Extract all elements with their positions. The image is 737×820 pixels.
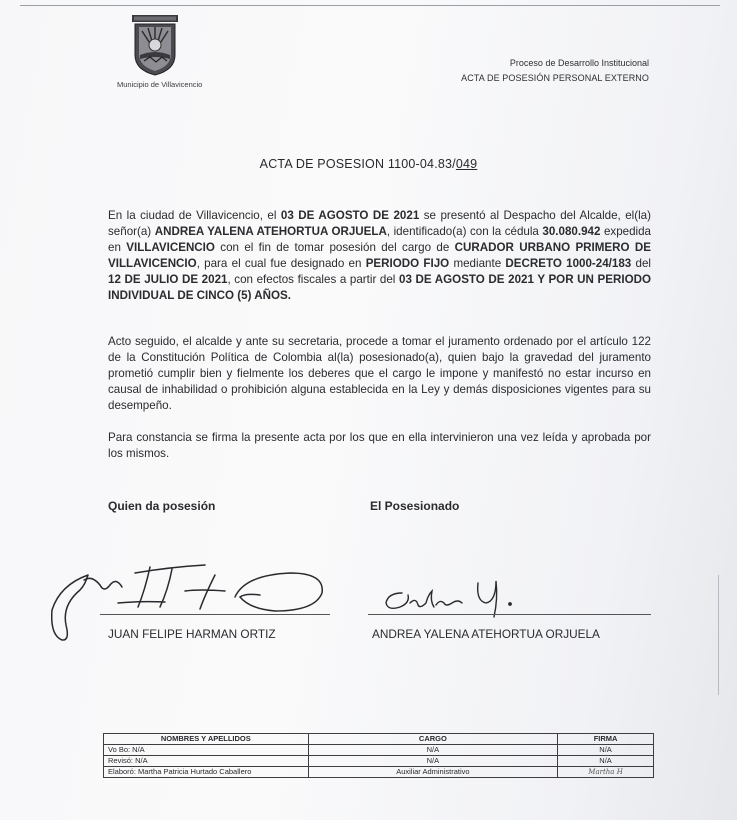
text-run: del: [631, 257, 651, 270]
table-header-row: [104, 734, 654, 745]
signature-line-left: [100, 614, 330, 615]
table-cell: Elaboró: Martha Patricia Hurtado Caballero: [104, 767, 309, 778]
document-title: [0, 157, 737, 171]
table-row: [104, 745, 654, 756]
text-run: , identificado(a) con la cédula: [386, 225, 543, 238]
top-edge-line: [20, 5, 720, 6]
table-cell: N/A: [558, 756, 654, 767]
text-run: , con efectos fiscales a partir del: [227, 273, 399, 286]
table-cell: Vo Bo: N/A: [104, 745, 309, 756]
signature-line-right: [368, 614, 651, 615]
process-name: Proceso de Desarrollo Institucional: [509, 58, 649, 68]
text-run: En la ciudad de Villavicencio, el: [108, 209, 281, 222]
text-run: , para el cual fue designado en: [196, 257, 366, 270]
table-cell: N/A: [558, 745, 654, 756]
header-signature: FIRMA: [558, 734, 654, 745]
bold-text-run: 30.080.942: [542, 225, 601, 238]
signature-right-icon: [386, 581, 511, 617]
handwritten-initials: Martha H: [558, 767, 654, 778]
bold-text-run: PERIODO FIJO: [365, 257, 450, 270]
table-cell: N/A: [308, 745, 558, 756]
bold-text-run: DECRETO 1000-24/183: [505, 257, 632, 270]
signatory-label-right: El Posesionado: [370, 499, 460, 513]
signatory-name-right: ANDREA YALENA ATEHORTUA ORJUELA: [372, 627, 600, 641]
header-position: CARGO: [308, 734, 558, 745]
text-run: expedida en: [108, 225, 652, 254]
header-names: NOMBRES Y APELLIDOS: [104, 734, 309, 745]
table-cell: Auxiliar Administrativo: [308, 767, 558, 778]
signatory-name-left: JUAN FELIPE HARMAN ORTIZ: [108, 627, 276, 641]
bold-text-run: 03 DE AGOSTO DE 2021 Y POR UN PERIODO INDIVIDUAL DE CINCO (5) AÑOS.: [108, 273, 651, 302]
document-type: ACTA DE POSESIÓN PERSONAL EXTERNO: [461, 73, 649, 83]
paragraph-oath: Acto seguido, el alcalde y ante su secretaria, procede a tomar el juramento ordenado por el artículo 122 de la Constitución Política de Colombia al(la) posesionado(a), quien bajo la gravedad del juramento prometió cumplir bien y fielmente los deberes que el cargo le impone y manifestó no estar incurso en causal de inhabilidad o prohibición alguna establecida en la Ley y demás disposiciones vigentes para su desempeño.: [108, 335, 651, 412]
table-cell: N/A: [308, 756, 558, 767]
bold-text-run: VILLAVICENCIO: [126, 241, 215, 254]
bold-text-run: CURADOR URBANO PRIMERO DE VILLAVICENCIO: [108, 241, 651, 270]
approval-table: [103, 733, 654, 778]
bold-text-run: 12 DE JULIO DE 2021: [108, 273, 228, 286]
table-row: [104, 756, 654, 767]
text-run: con el fin de tomar posesión del cargo de: [214, 241, 455, 254]
paragraph-possession-details: [108, 208, 651, 304]
municipality-coat-of-arms-icon: [130, 15, 180, 77]
signatory-label-left: Quien da posesión: [108, 499, 216, 513]
table-cell: Revisó: N/A: [104, 756, 309, 767]
paragraph-certification: Para constancia se firma la presente acta por los que en ella intervinieron una vez leída y aprobada por los mismos.: [108, 431, 651, 460]
bold-text-run: ANDREA YALENA ATEHORTUA ORJUELA: [154, 225, 387, 238]
municipality-name: Municipio de Villavicencio: [117, 80, 203, 89]
title-prefix: ACTA DE POSESION 1100-04.83/: [259, 157, 456, 171]
text-run: se presentó al Despacho del Alcalde, el(la) señor(a): [108, 209, 651, 238]
text-run: mediante: [449, 257, 506, 270]
table-row: [104, 767, 654, 778]
bold-text-run: 03 DE AGOSTO DE 2021: [280, 209, 420, 222]
title-number: 049: [455, 157, 478, 171]
